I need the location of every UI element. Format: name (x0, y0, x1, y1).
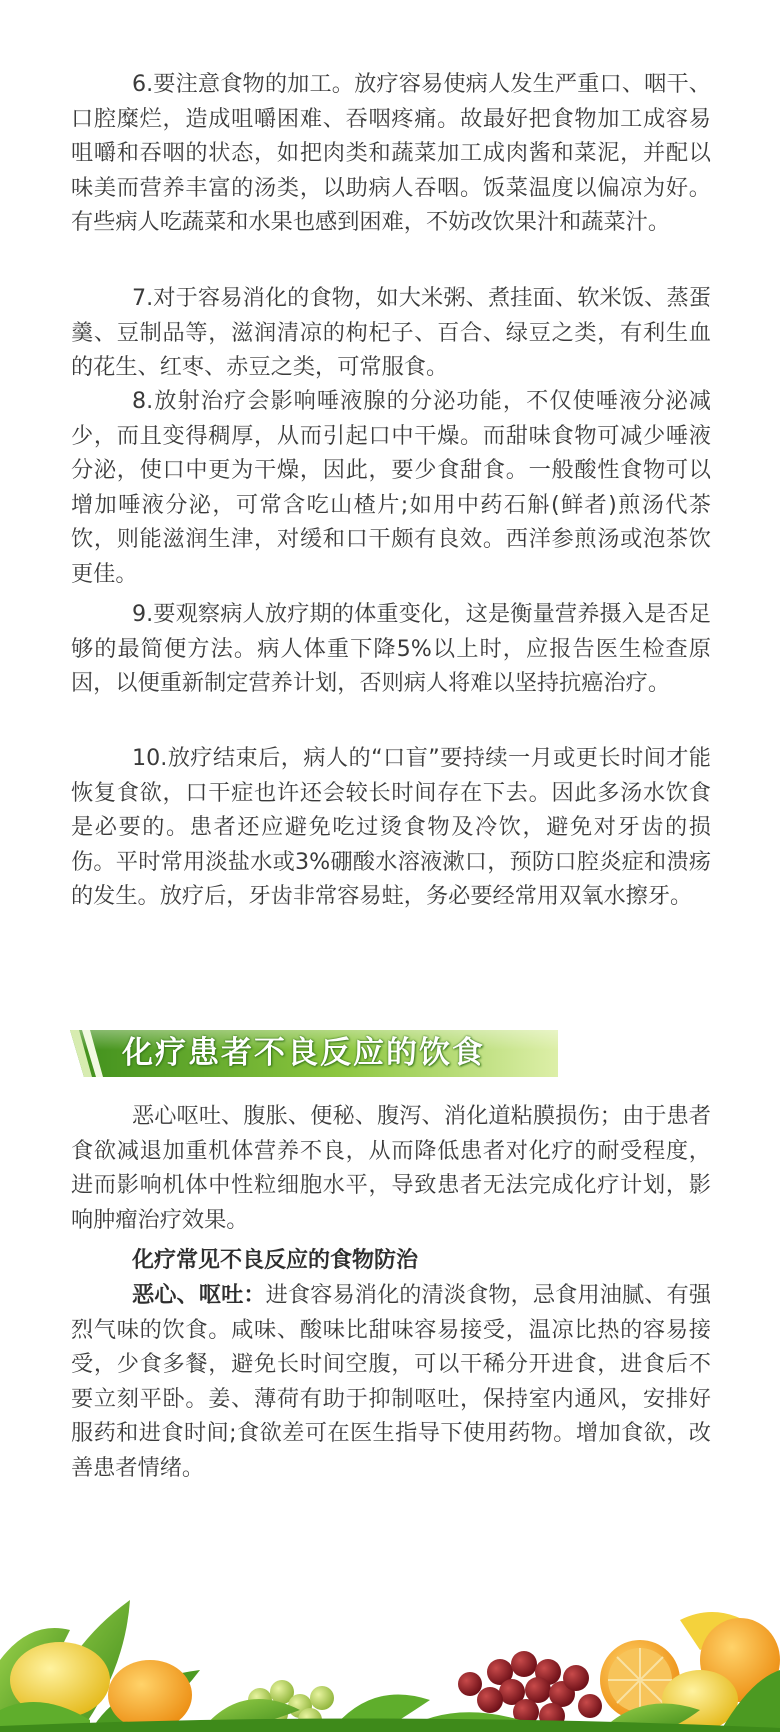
section-banner (70, 1030, 558, 1077)
paragraph-6: 6.要注意食物的加工。放疗容易使病人发生严重口、咽干、口腔糜烂，造成咀嚼困难、吞咽疼痛。故最好把食物加工成容易咀嚼和吞咽的状态，如把肉类和蔬菜加工成肉酱和菜泥，并配以味美而营养丰富的汤类，以助病人吞咽。饭菜温度以偏凉为好。有些病人吃蔬菜和水果也感到困难，不妨改饮果汁和蔬菜汁。 (71, 71, 711, 235)
fruit-vegetable-image (0, 1560, 780, 1732)
paragraph-9: 9.要观察病人放疗期的体重变化，这是衡量营养摄入是否足够的最简便方法。病人体重下降5%以上时，应报告医生检查原因，以便重新制定营养计划，否则病人将难以坚持抗癌治疗。 (71, 601, 711, 696)
nausea-label: 恶心、呕吐： (132, 1282, 266, 1308)
fruit-footer-illustration (0, 1560, 780, 1732)
nausea-text: 进食容易消化的清淡食物，忌食用油腻、有强烈气味的饮食。咸味、酸味比甜味容易接受，温凉比热的容易接受，少食多餐，避免长时间空腹，可以干稀分开进食，进食后不要立刻平卧。姜、薄荷有助于抑制呕吐，保持室内通风，安排好服药和进食时间;食欲差可在医生指导下使用药物。增加食欲，改善患者情绪。 (71, 1282, 712, 1481)
section-intro: 恶心呕吐、腹胀、便秘、腹泻、消化道粘膜损伤；由于患者食欲减退加重机体营养不良，从而降低患者对化疗的耐受程度，进而影响机体中性粒细胞水平，导致患者无法完成化疗计划，影响肿瘤治疗效果。 (71, 1103, 711, 1233)
paragraph-7: 7.对于容易消化的食物，如大米粥、煮挂面、软米饭、蒸蛋羹、豆制品等，滋润清凉的枸杞子、百合、绿豆之类，有利生血的花生、红枣、赤豆之类，可常服食。 (71, 285, 711, 380)
nausea-paragraph (71, 1278, 711, 1485)
section-title: 化疗患者不良反应的饮食 (122, 1035, 485, 1071)
subheading: 化疗常见不良反应的食物防治 (132, 1248, 419, 1273)
paragraph-10: 10.放疗结束后，病人的“口盲”要持续一月或更长时间才能恢复食欲，口干症也许还会较长时间存在下去。因此多汤水饮食是必要的。患者还应避免吃过烫食物及冷饮，避免对牙齿的损伤。平时常用淡盐水或3%硼酸水溶液漱口，预防口腔炎症和溃疡的发生。放疗后，牙齿非常容易蛀，务必要经常用双氧水擦牙。 (71, 745, 711, 909)
paragraph-8: 8.放射治疗会影响唾液腺的分泌功能，不仅使唾液分泌减少，而且变得稠厚，从而引起口中干燥。而甜味食物可减少唾液分泌，使口中更为干燥，因此，要少食甜食。一般酸性食物可以增加唾液分泌，可常含吃山楂片;如用中药石斛(鲜者)煎汤代茶饮，则能滋润生津，对缓和口干颇有良效。西洋参煎汤或泡茶饮更佳。 (71, 388, 711, 587)
